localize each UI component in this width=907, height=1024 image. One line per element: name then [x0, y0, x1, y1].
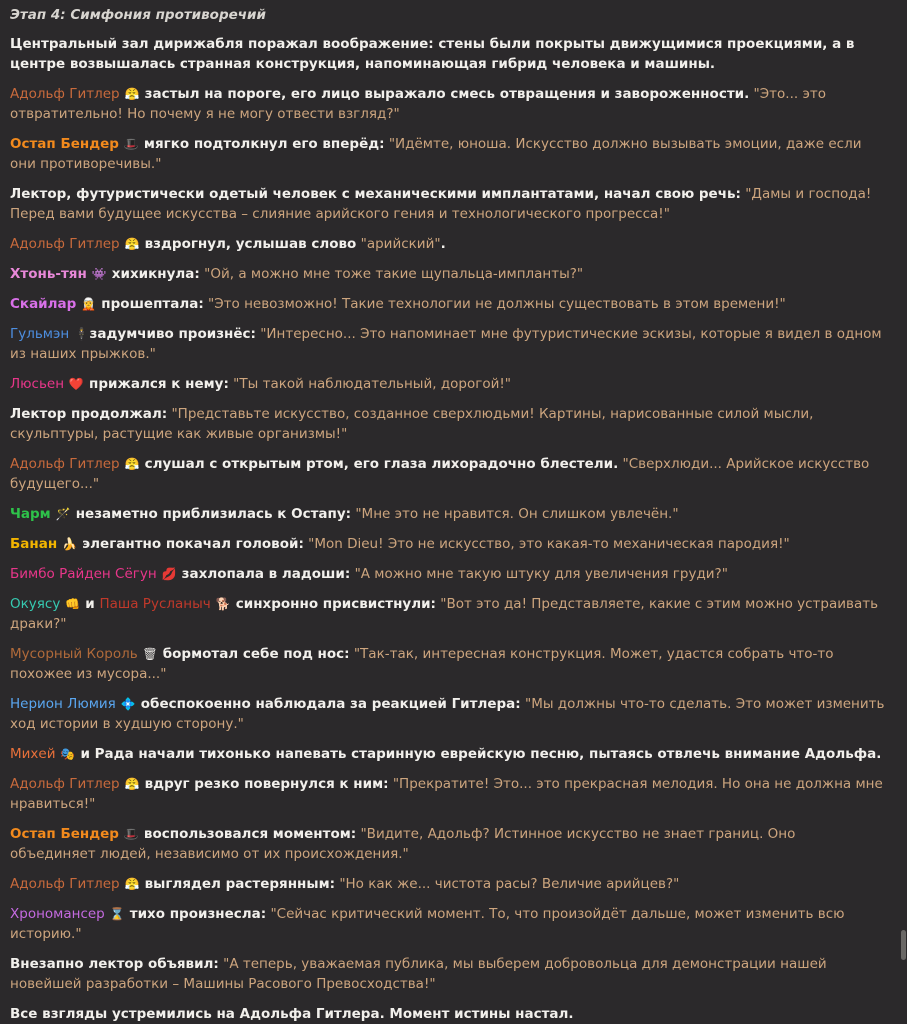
elf-icon: 🧝: [81, 297, 97, 311]
trash-can-icon: 🗑: [142, 647, 158, 661]
action-text: слушал с открытым ртом, его глаза лихорадочно блестели.: [139, 456, 619, 472]
character-name: Хтонь-тян: [10, 266, 87, 282]
message-bimbo: [10, 564, 885, 584]
message-mikhei: [10, 744, 885, 764]
levitating-man-icon: 🕴: [74, 327, 89, 341]
outro-paragraph: Все взгляды устремились на Адольфа Гитлера. Момент истины настал.: [10, 1006, 574, 1022]
quote-text: "Сейчас критический момент. То, что произойдёт дальше, может изменить всю историю.": [10, 906, 845, 942]
character-name: Люсьен: [10, 376, 65, 392]
quote-text: "Мне это не нравится. Он слишком увлечён.": [355, 506, 679, 522]
action-text: Внезапно лектор объявил:: [10, 956, 219, 972]
character-name: Адольф Гитлер: [10, 876, 120, 892]
angry-face-icon: 😤: [124, 877, 140, 891]
character-name: Адольф Гитлер: [10, 86, 120, 102]
intro-paragraph: Центральный зал дирижабля поражал воображение: стены были покрыты движущимися проекциями, а в центре возвышалась странная конструкция, напоминающая гибрид человека и машины.: [10, 36, 855, 72]
kiss-lips-icon: 💋: [161, 567, 177, 581]
quote-text: "Дамы и господа! Перед вами будущее искусства – слияние арийского гения и технологического прогресса!": [10, 186, 872, 222]
quote-text: "Mon Dieu! Это не искусство, это какая-то механическая пародия!": [308, 536, 790, 552]
action-text: вздрогнул, услышав слово: [139, 236, 357, 252]
fist-icon: 👊: [65, 597, 81, 611]
angry-face-icon: 😤: [124, 237, 140, 251]
quote-text: "Вот это да! Представляете, какие с этим можно устраивать драки?": [10, 596, 879, 632]
character-name: Нерион Люмия: [10, 696, 116, 712]
message-hitler-5: [10, 874, 885, 894]
action-text: прошептала:: [96, 296, 204, 312]
character-name: Чарм: [10, 506, 51, 522]
action-text: захлопала в ладоши:: [176, 566, 351, 582]
banana-icon: 🍌: [61, 537, 77, 551]
action-text: вдруг резко повернулся к ним:: [139, 776, 389, 792]
quote-text: "А теперь, уважаемая публика, мы выберем добровольца для демонстрации нашей новейшей разработки – Машины Расового Превосходства!": [10, 956, 827, 992]
alien-monster-icon: 👾: [91, 267, 107, 281]
quote-text: "арийский": [360, 236, 441, 252]
quote-text: "А можно мне такую штуку для увеличения груди?": [354, 566, 728, 582]
heart-icon: ❤️: [68, 377, 84, 391]
quote-text: "Интересно... Это напоминает мне футуристические эскизы, которые я видел в одном из наших прыжков.": [10, 326, 882, 362]
conjunction: и: [80, 596, 100, 612]
message-hitler-3: [10, 454, 885, 494]
quote-text: "Мы должны что-то сделать. Это может изменить ход истории в худшую сторону.": [10, 696, 885, 732]
stage-heading: Этап 4: Симфония противоречий: [10, 7, 266, 23]
top-hat-icon: 🎩: [123, 827, 139, 841]
action-text: выглядел растерянным:: [139, 876, 336, 892]
action-text: задумчиво произнёс:: [89, 326, 256, 342]
punctuation: .: [440, 236, 446, 252]
character-name: Адольф Гитлер: [10, 776, 120, 792]
action-text: хихикнула:: [107, 266, 200, 282]
character-name: Михей: [10, 746, 56, 762]
quote-text: "Это... это отвратительно! Но почему я не могу отвести взгляд?": [10, 86, 827, 122]
quote-text: "Ты такой наблюдательный, дорогой!": [233, 376, 511, 392]
character-name: Окуясу: [10, 596, 61, 612]
magic-wand-icon: 🪄: [55, 507, 71, 521]
message-charm: [10, 504, 885, 524]
character-name: Остап Бендер: [10, 136, 119, 152]
message-okuysu-pasha: [10, 594, 885, 634]
scrollbar-thumb[interactable]: [901, 930, 906, 960]
action-text: Лектор продолжал:: [10, 406, 168, 422]
angry-face-icon: 😤: [124, 457, 140, 471]
quote-text: "Так-так, интересная конструкция. Может, удастся собрать что-то похожее из мусора...": [10, 646, 834, 682]
character-name: Гульмэн: [10, 326, 70, 342]
quote-text: "Видите, Адольф? Истинное искусство не знает границ. Оно объединяет людей, независимо от их происхождения.": [10, 826, 796, 862]
hourglass-icon: ⌛: [109, 907, 125, 921]
diamond-icon: 💠: [120, 697, 136, 711]
action-text: прижался к нему:: [84, 376, 229, 392]
quote-text: "Идёмте, юноша. Искусство должно вызывать эмоции, даже если они противоречивы.": [10, 136, 862, 172]
message-lector-2: [10, 404, 885, 444]
message-nerion: [10, 694, 885, 734]
character-name: Бимбо Райден Сёгун: [10, 566, 157, 582]
action-text: синхронно присвистнули:: [231, 596, 436, 612]
message-hitler-2: [10, 234, 885, 254]
message-gulmen: [10, 324, 885, 364]
message-lucien: [10, 374, 885, 394]
message-lector-3: [10, 954, 885, 994]
character-name: Адольф Гитлер: [10, 236, 120, 252]
quote-text: "Но как же... чистота расы? Величие арийцев?": [339, 876, 680, 892]
action-text: обеспокоенно наблюдала за реакцией Гитлера:: [136, 696, 521, 712]
action-text: воспользовался моментом:: [139, 826, 357, 842]
action-text: тихо произнесла:: [125, 906, 267, 922]
quote-text: "Ой, а можно мне тоже такие щупальца-импланты?": [204, 266, 584, 282]
dog-icon: 🐕: [215, 597, 231, 611]
character-name: Адольф Гитлер: [10, 456, 120, 472]
character-name: Мусорный Король: [10, 646, 138, 662]
message-ostap-1: [10, 134, 885, 174]
top-hat-icon: 🎩: [123, 137, 139, 151]
character-name: Скайлар: [10, 296, 77, 312]
character-name: Банан: [10, 536, 58, 552]
quote-text: "Сверхлюди... Арийское искусство будущего...": [10, 456, 870, 492]
angry-face-icon: 😤: [124, 777, 140, 791]
message-hton: [10, 264, 885, 284]
action-text: и Рада начали тихонько напевать старинную еврейскую песню, пытаясь отвлечь внимание Адольфа.: [75, 746, 882, 762]
quote-text: "Представьте искусство, созданное сверхлюдьми! Картины, нарисованные силой мысли, скульптуры, растущие как живые организмы!": [10, 406, 814, 442]
message-skylar: [10, 294, 885, 314]
message-hitler-1: [10, 84, 885, 124]
quote-text: "Это невозможно! Такие технологии не должны существовать в этом времени!": [208, 296, 786, 312]
character-name: Хрономансер: [10, 906, 105, 922]
character-name: Остап Бендер: [10, 826, 119, 842]
action-text: незаметно приблизилась к Остапу:: [71, 506, 352, 522]
action-text: элегантно покачал головой:: [77, 536, 304, 552]
message-chrono: [10, 904, 885, 944]
scrollbar[interactable]: [901, 0, 907, 976]
action-text: мягко подтолкнул его вперёд:: [139, 136, 385, 152]
quote-text: "Прекратите! Это... это прекрасная мелодия. Но она не должна мне нравиться!": [10, 776, 883, 812]
angry-face-icon: 😤: [124, 87, 140, 101]
character-name: Паша Русланыч: [99, 596, 211, 612]
message-musor: [10, 644, 885, 684]
message-banan: [10, 534, 885, 554]
message-ostap-2: [10, 824, 885, 864]
action-text: застыл на пороге, его лицо выражало смесь отвращения и завороженности.: [139, 86, 750, 102]
message-hitler-4: [10, 774, 885, 814]
theater-masks-icon: 🎭: [60, 747, 76, 761]
action-text: бормотал себе под нос:: [158, 646, 350, 662]
message-lector-1: [10, 184, 885, 224]
action-text: Лектор, футуристически одетый человек с механическими имплантатами, начал свою речь:: [10, 186, 741, 202]
